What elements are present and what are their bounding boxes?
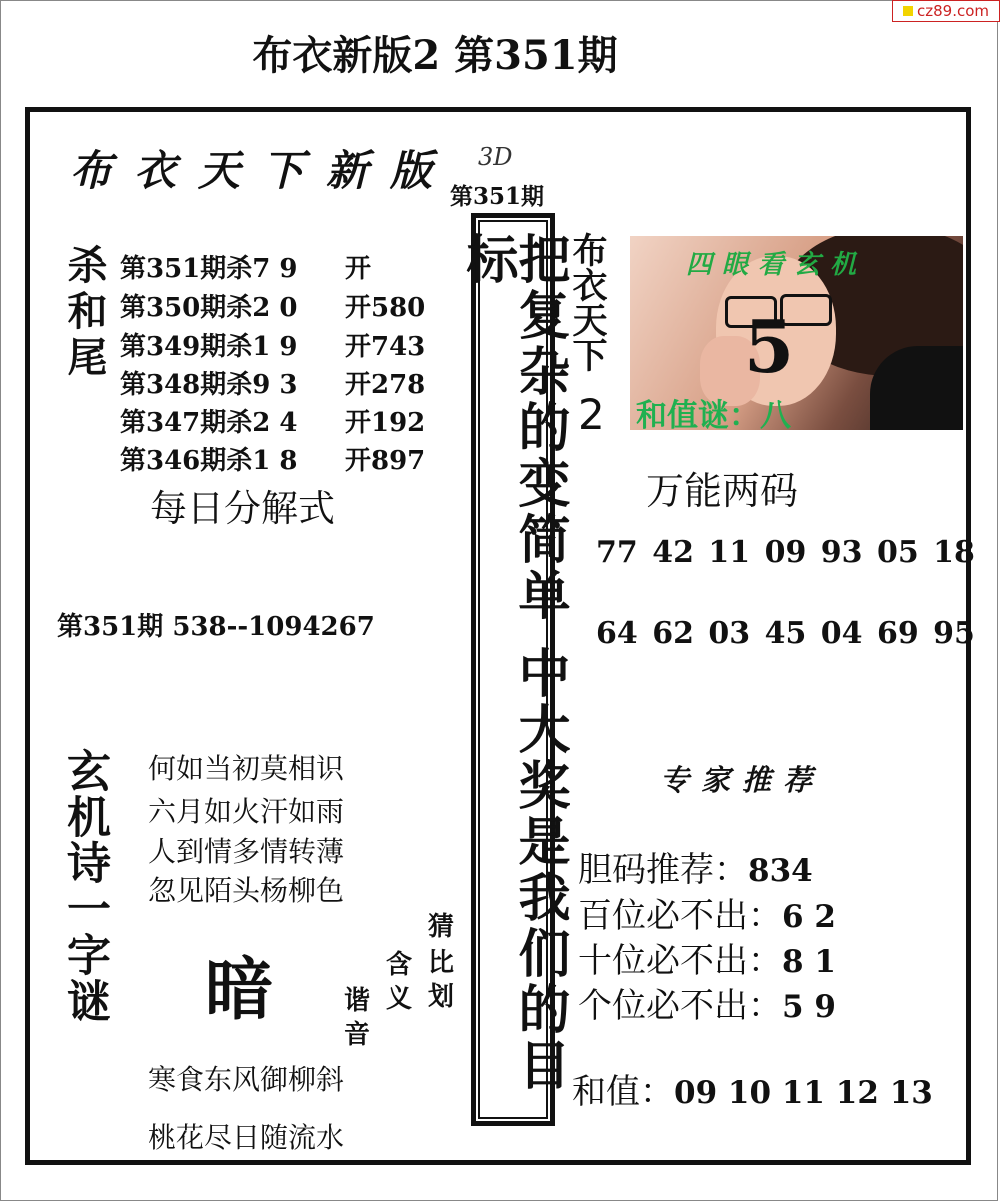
expert-row-value: 8 1 xyxy=(782,944,836,980)
riddle-hint: 音 xyxy=(344,1020,371,1050)
side-brand-number: 2 xyxy=(578,390,605,439)
brand-name: 布衣天下新版 xyxy=(70,146,455,195)
kill-row-result: 开897 xyxy=(345,446,426,476)
expert-row-value: 5 9 xyxy=(782,989,836,1025)
riddle-label: 玄机诗一字谜 xyxy=(59,748,110,1024)
daily-formula: 第351期 538--1094267 xyxy=(57,612,375,642)
kill-row-result: 开278 xyxy=(345,370,426,400)
riddle-hint: 猜 xyxy=(428,912,455,942)
poem-line: 桃花尽日随流水 xyxy=(148,1121,345,1154)
motto-panel xyxy=(457,220,570,1119)
riddle-hint: 义 xyxy=(386,984,413,1014)
kill-row-period: 第348期杀9 3 xyxy=(120,370,298,400)
site-badge-text: cz89.com xyxy=(916,2,989,20)
kill-row-result: 开743 xyxy=(345,332,426,362)
kill-row-period: 第347期杀2 4 xyxy=(120,408,298,438)
kill-row-result: 开580 xyxy=(345,293,426,323)
riddle-hint: 比 xyxy=(428,948,455,978)
site-badge[interactable] xyxy=(892,0,1000,22)
promo-photo xyxy=(630,236,963,430)
expert-row xyxy=(578,842,813,891)
kill-row-period: 第349期杀1 9 xyxy=(120,332,298,362)
expert-row-label: 百位必不出： xyxy=(578,896,782,936)
sum-value: 09 10 11 12 13 xyxy=(674,1075,933,1111)
two-code-row: 77 42 11 09 93 05 18 xyxy=(596,535,975,570)
photo-number: 5 xyxy=(744,304,795,389)
kill-row-period: 第346期杀1 8 xyxy=(120,446,298,476)
kill-row-result: 开192 xyxy=(345,408,426,438)
kill-section-label: 杀和尾 xyxy=(61,244,108,382)
poem-line: 寒食东风御柳斜 xyxy=(148,1063,345,1096)
poem-line: 何如当初莫相识 xyxy=(148,752,345,785)
kill-row-result: 开 xyxy=(345,254,372,284)
expert-label: 专家推荐 xyxy=(660,763,825,797)
expert-row-label: 胆码推荐： xyxy=(578,850,748,890)
riddle-hint: 划 xyxy=(428,982,455,1012)
poem-line: 六月如火汗如雨 xyxy=(148,795,345,828)
brand-3d-tag: 3D xyxy=(478,143,513,171)
badge-dot-icon xyxy=(903,6,913,16)
expert-row-value: 6 2 xyxy=(782,899,836,935)
riddle-hint: 含 xyxy=(386,950,413,980)
sum-label: 和值： xyxy=(572,1072,674,1112)
expert-row-value: 834 xyxy=(748,853,813,889)
kill-row-period: 第350期杀2 0 xyxy=(120,293,298,323)
expert-row xyxy=(578,888,836,937)
expert-row-label: 十位必不出： xyxy=(578,941,782,981)
page-title: 布衣新版2 第351期 xyxy=(252,32,618,79)
brand-issue: 第351期 xyxy=(450,183,545,210)
sum-row xyxy=(572,1064,933,1113)
expert-row-label: 个位必不出： xyxy=(578,986,782,1026)
photo-tag: 四眼看玄机 xyxy=(686,250,867,280)
daily-formula-label: 每日分解式 xyxy=(150,487,335,530)
two-code-label: 万能两码 xyxy=(646,469,799,513)
photo-shoulder-shape xyxy=(870,346,963,430)
poem-line: 忽见陌头杨柳色 xyxy=(148,874,345,907)
expert-row xyxy=(578,978,836,1027)
kill-row-period: 第351期杀7 9 xyxy=(120,254,298,284)
side-brand: 布衣天下 xyxy=(567,232,608,372)
photo-sum-riddle: 和值谜：八 xyxy=(636,398,791,430)
poem-line: 人到情多情转薄 xyxy=(148,835,345,868)
two-code-row: 64 62 03 45 04 69 95 xyxy=(596,616,975,651)
motto-text: 把复杂的变简单 中大奖是我们的目标 xyxy=(457,232,570,1095)
riddle-answer: 暗 xyxy=(205,950,274,1030)
riddle-hint: 谐 xyxy=(344,986,371,1016)
expert-row xyxy=(578,933,836,982)
